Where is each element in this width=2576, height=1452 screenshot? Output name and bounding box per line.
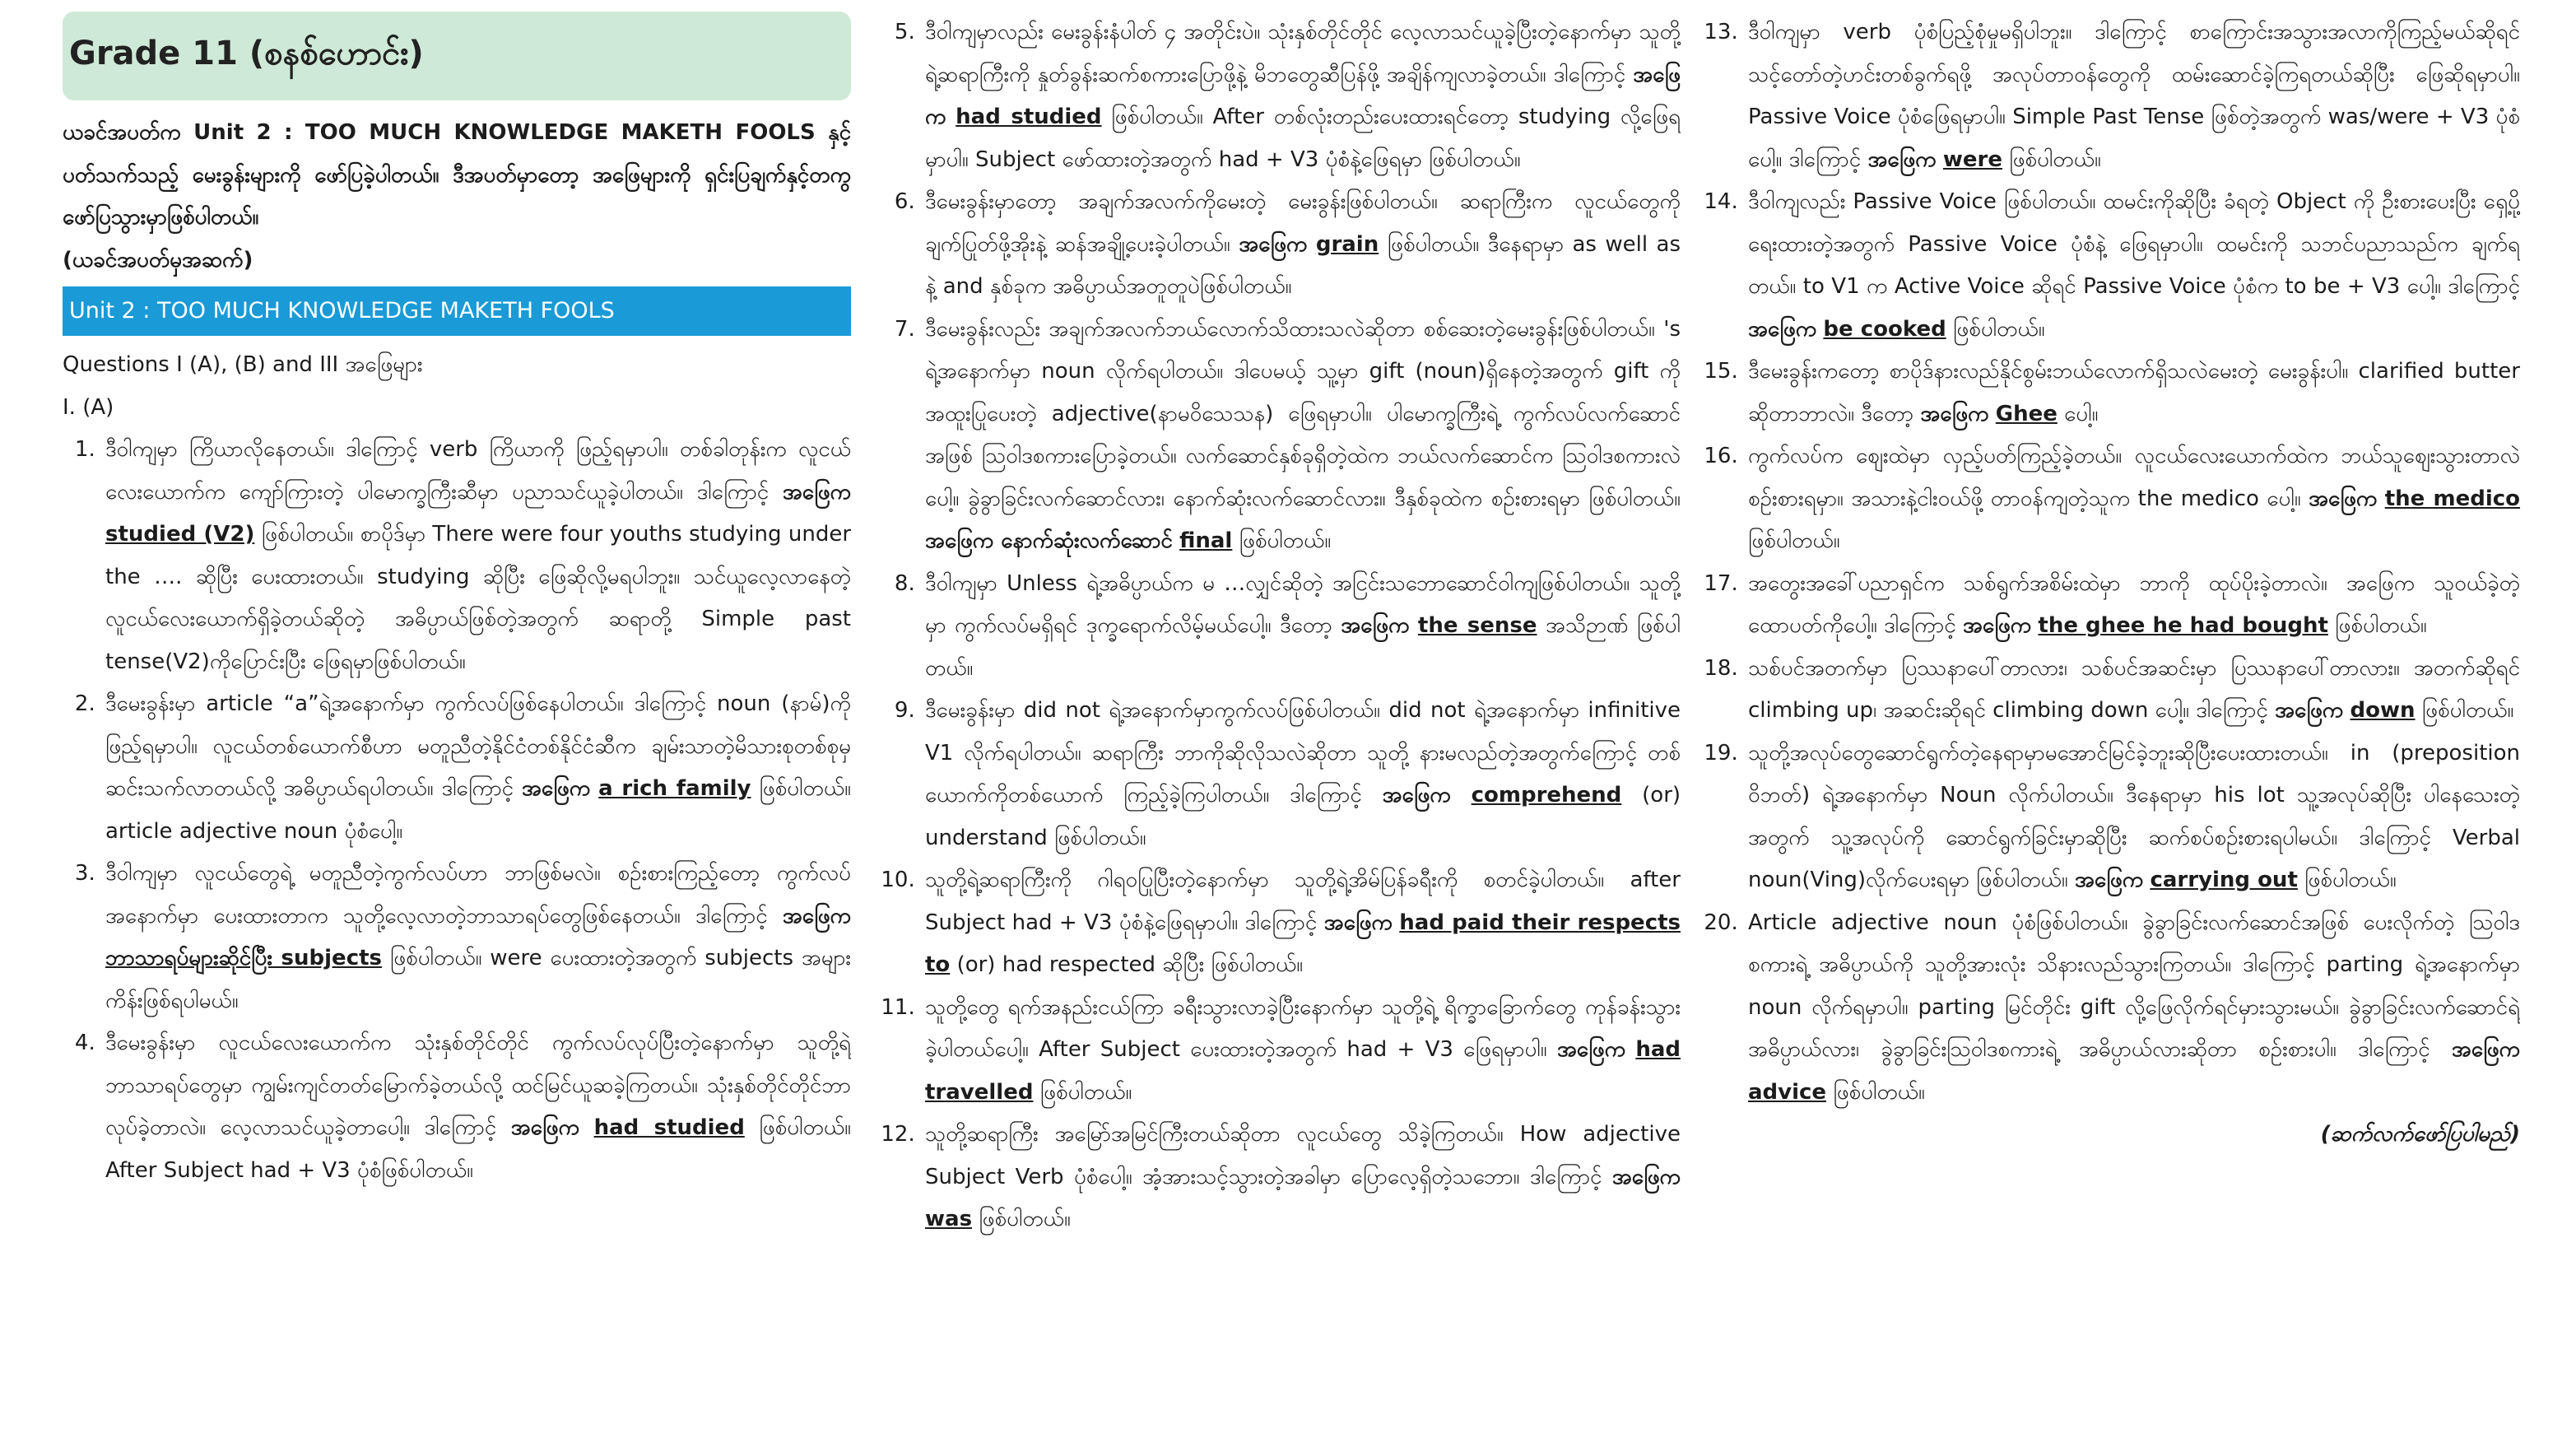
answer-label: အဖြေက နောက်ဆုံးလက်ဆောင် — [925, 528, 1173, 553]
answer-label: အဖြေက — [1239, 231, 1308, 257]
answer-key: be cooked — [1823, 316, 1946, 342]
continued-from: (ယခင်အပတ်မှအဆက်) — [63, 247, 253, 272]
answer-key: a rich family — [598, 776, 751, 801]
answer-label: အဖြေက — [1920, 401, 1989, 426]
answer-key: studied (V2) — [105, 522, 255, 547]
answer-item — [102, 429, 851, 683]
answer-text: ဖြစ်ပါတယ်။ article adjective noun ပုံစံပေါ့။ — [105, 776, 851, 844]
answer-text: (or) understand ဖြစ်ပါတယ်။ — [925, 783, 1681, 850]
answer-text: ဒီမေးခွန်းမှာ article “a”ရဲ့အနောက်မှာ ကွက်လပ်ဖြစ်နေပါတယ်။ ဒါကြောင့် noun (နာမ်)ကို ဖြည့်ရမှာပါ။ လူငယ်တစ်ယောက်စီဟာ မတူညီတဲ့နိုင်ငံတစ်နိုင်ငံဆီက ချမ်းသာတဲ့မိသားစုတစ်စုမှ ဆင်းသက်လာတယ်လို့ အဓိပ္ပာယ်ရပါတယ်။ ဒါကြောင့် — [105, 691, 851, 801]
answer-text: သစ်ပင်အတက်မှာ ပြဿနာပေါ်တာလား၊ သစ်ပင်အဆင်းမှာ ပြဿနာပေါ်တာလား။ အတက်ဆိုရင် climbing up၊ အဆင်းဆိုရင် climbing down ပေါ့။ ဒါကြောင့် — [1748, 655, 2520, 723]
answer-item — [922, 563, 1681, 691]
answer-item — [922, 309, 1681, 563]
answer-text: ဒီမေးခွန်းမှာတော့ အချက်အလက်ကိုမေးတဲ့ မေးခွန်းဖြစ်ပါတယ်။ ဆရာကြီးက လူငယ်တွေကို ချက်ပြုတ်ဖို့အိုးနဲ့ ဆန်အချို့ပေးခဲ့ပါတယ်။ — [925, 189, 1681, 257]
column-middle — [882, 12, 1681, 1452]
answer-item — [1745, 902, 2520, 1115]
answer-text: Article adjective noun ပုံစံဖြစ်ပါတယ်။ ခွဲခွာခြင်းလက်ဆောင်အဖြစ် ပေးလိုက်တဲ့ ဩဝါဒစကားရဲ့ အဓိပ္ပာယ်ကို သူတို့အားလုံး သိနားလည်သွားကြတယ်။ ဒါကြောင့် parting ရဲ့အနောက်မှာ noun လိုက်ရမှာပါ။ parting မြင်တိုင်း gift လို့ဖြေလိုက်ရင်မှားသွားမယ်။ ခွဲခွာခြင်းလက်ဆောင်ရဲ့ အဓိပ္ပာယ်လား၊ ခွဲခွာခြင်းဩဝါဒစကားရဲ့ အဓိပ္ပာယ်လားဆိုတာ စဉ်းစားပါ။ ဒါကြောင့် — [1748, 910, 2520, 1062]
answer-key: were — [1942, 147, 2002, 172]
answer-label: အဖြေက — [1748, 316, 1817, 342]
answer-text: ဒီမေးခွန်းမှာ did not ရဲ့အနောက်မှာကွက်လပ်ဖြစ်ပါတယ်။ did not ရဲ့အနောက်မှာ infinitive V1 လိုက်ရပါတယ်။ ဆရာကြီး ဘာကိုဆိုလိုသလဲဆိုတာ သူတို့ နားမလည်တဲ့အတွက်ကြောင့် တစ်ယောက်ကိုတစ်ယောက် ကြည့်ခဲ့ကြပါတယ်။ ဒါကြောင့် — [925, 698, 1681, 807]
answer-text: ဒီဝါကျမှာ verb ပုံစံပြည့်စုံမှုမရှိပါဘူး။ ဒါကြောင့် စာကြောင်းအသွားအလာကိုကြည့်မယ်ဆိုရင် သင့်တော်တဲ့ဟင်းတစ်ခွက်ရဖို့ အလုပ်တာဝန်တွေကို ထမ်းဆောင်ခဲ့ကြရတယ်ဆိုပြီး ဖြေဆိုရမှာပါ။ Passive Voice ပုံစံဖြေရမှာပါ။ Simple Past Tense ဖြစ်တဲ့အတွက် was/were + V3 ပုံစံပေါ့။ ဒါကြောင့် — [1748, 20, 2520, 172]
answer-label: အဖြေက — [1611, 1164, 1681, 1189]
answer-item — [922, 690, 1681, 859]
answer-text: ဖြစ်ပါတယ်။ — [2421, 698, 2514, 723]
column-right — [1705, 12, 2520, 1452]
answer-key: the sense — [1417, 613, 1537, 638]
grade-title: Grade 11 (စနစ်ဟောင်း) — [69, 34, 424, 72]
answer-text: ပေါ့။ — [2064, 401, 2099, 426]
section-label: I. (A) — [63, 394, 114, 420]
answer-text: ဖြစ်ပါတယ်။ — [1952, 316, 2045, 342]
answer-item — [1745, 563, 2520, 648]
answer-text: ကွက်လပ်က စျေးထဲမှာ လှည့်ပတ်ကြည့်ခဲ့တယ်။ လူငယ်လေးယောက်ထဲက ဘယ်သူစျေးသွားတာလဲ စဉ်းစားရမှာ။ အသားနဲ့ငါးဝယ်ဖို့ တာဝန်ကျတဲ့သူက the medico ပေါ့။ — [1748, 444, 2520, 511]
answer-text: သူတို့အလုပ်တွေဆောင်ရွက်တဲ့နေရာမှာမအောင်မြင်ခဲ့ဘူးဆိုပြီးပေးထားတယ်။ in (preposition ဝိဘတ်) ရဲ့အနောက်မှာ Noun လိုက်ပါတယ်။ ဒီနေရာမှာ his lot သူ့အလုပ်ဆိုပြီး ပါနေသေးတဲ့အတွက် သူ့အလုပ်ကို ဆောင်ရွက်ခြင်းမှာဆိုပြီး ဆက်စပ်စဉ်းစားရပါမယ်။ ဒါကြောင့် Verbal noun(Ving)လိုက်ပေးရမှာ ဖြစ်ပါတယ်။ — [1748, 740, 2520, 892]
answer-text: ဖြစ်ပါတယ်။ — [1748, 528, 1840, 553]
answer-key: the ghee he had bought — [2038, 613, 2328, 638]
answer-text: ဖြစ်ပါတယ်။ — [2335, 613, 2427, 638]
answer-item — [922, 1114, 1681, 1241]
answer-item — [1745, 648, 2520, 733]
answer-key: advice — [1748, 1079, 1827, 1105]
answer-key: had travelled — [925, 1037, 1681, 1105]
answer-label: အဖြေက — [510, 1115, 579, 1140]
column-left — [63, 12, 851, 1452]
answer-text: သူတို့တွေ ရက်အနည်းငယ်ကြာ ခရီးသွားလာခဲ့ပြီးနောက်မှာ သူတို့ရဲ့ ရိက္ခာခြောက်တွေ ကုန်ခန်းသွားခဲ့ပါတယ်ပေါ့။ After Subject ပေးထားတဲ့အတွက် had + V3 ဖြေရမှာပါ။ — [925, 994, 1681, 1062]
answer-text: အသိဉာဏ် ဖြစ်ပါတယ်။ — [925, 613, 1681, 681]
answer-key: had studied — [593, 1115, 745, 1140]
answer-key: final — [1179, 528, 1233, 553]
answer-text: ဖြစ်ပါတယ်။ — [979, 1207, 1071, 1231]
answer-text: ဒီမေးခွန်းလည်း အချက်အလက်ဘယ်လောက်သိထားသလဲဆိုတာ စစ်ဆေးတဲ့မေးခွန်းဖြစ်ပါတယ်။ 's ရဲ့အနောက်မှာ noun လိုက်ရပါတယ်။ ဒါပေမယ့် သူ့မှာ gift (noun)ရှိနေတဲ့အတွက် gift ကိုအထူးပြုပေးတဲ့ adjective(နာမဝိသေသန) ဖြေရမှာပါ။ ပါမောက္ခကြီးရဲ့ ကွက်လပ်လက်ဆောင်အဖြစ် ဩဝါဒစကားပြောခဲ့တယ်။ လက်ဆောင်နှစ်ခုရှိတဲ့ထဲက ဘယ်လက်ဆောင်က ဩဝါဒစကားလဲပေါ့။ ခွဲခွာခြင်းလက်ဆောင်လား၊ နောက်ဆုံးလက်ဆောင်လား။ ဒီနှစ်ခုထဲက စဉ်းစားရမှာ ဖြစ်ပါတယ်။ — [925, 316, 1681, 511]
answer-text: ဒီဝါကျလည်း Passive Voice ဖြစ်ပါတယ်။ ထမင်းကိုဆိုပြီး ခံရတဲ့ Object ကို ဦးစားပေးပြီး ရှေ့ပို့ရေးထားတဲ့အတွက် Passive Voice ပုံစံနဲ့ ဖြေရမှာပါ။ ထမင်းကို သဘင်ပညာသည်က ချက်ရတယ်။ to V1 က Active Voice ဆိုရင် Passive Voice ပုံစံက to be + V3 ပေါ့။ ဒါကြောင့် — [1748, 189, 2520, 299]
answer-text: ဒီဝါကျမှာ ကြိယာလိုနေတယ်။ ဒါကြောင့် verb ကြိယာကို ဖြည့်ရမှာပါ။ တစ်ခါတုန်းက လူငယ်လေးယောက်က ကျော်ကြားတဲ့ ပါမောက္ခကြီးဆီမှာ ပညာသင်ယူခဲ့ပါတယ်။ ဒါကြောင့် — [105, 437, 851, 505]
answer-key: carrying out — [2150, 868, 2298, 892]
answer-text: ဖြစ်ပါတယ်။ — [2304, 868, 2397, 892]
unit-banner: Unit 2 : TOO MUCH KNOWLEDGE MAKETH FOOLS — [63, 286, 851, 336]
questions-line: Questions I (A), (B) and III အဖြေများ — [63, 352, 423, 377]
answer-item — [922, 987, 1681, 1115]
intro-text: ယခင်အပတ်က Unit 2 : TOO MUCH KNOWLEDGE MAKETH FOOLS နှင့်ပတ်သက်သည့် မေးခွန်းများကို ဖော်ပြခဲ့ပါတယ်။ ဒီအပတ်မှာတော့ အဖြေများကို ရှင်းပြချက်နှင့်တကွ ဖော်ပြသွားမှာဖြစ်ပါတယ်။ — [63, 120, 851, 230]
answer-item — [1745, 351, 2520, 435]
answer-label: အဖြေက — [925, 62, 1681, 129]
answer-text: ဖြစ်ပါတယ်။ After Subject had + V3 ပုံစံဖြစ်ပါတယ်။ — [105, 1115, 851, 1183]
answer-key: comprehend — [1471, 783, 1622, 807]
answer-text: ဒီဝါကျမှာ Unless ရဲ့အဓိပ္ပာယ်က မ …လျှင်ဆိုတဲ့ အငြင်းသဘောဆောင်ဝါကျဖြစ်ပါတယ်။ သူတို့မှာ ကွက်လပ်မရှိရင် ဒုက္ခရောက်လိမ့်မယ်ပေါ့။ ဒီတော့ — [925, 570, 1681, 638]
answer-key: ဘာသာရပ်များဆိုင်ပြီး subjects — [105, 946, 383, 970]
answer-item — [102, 1022, 851, 1192]
answer-label: အဖြေက — [1962, 613, 2032, 638]
answer-label: အဖြေက — [1341, 613, 1410, 638]
answer-item — [102, 853, 851, 1022]
answer-text: ဖြစ်ပါတယ်။ စာပိုဒ်မှာ There were four youths studying under the …. ဆိုပြီး ပေးထားတယ်။ studying ဆိုပြီး ဖြေဆိုလို့မရပါဘူး။ သင်ယူလေ့လာနေတဲ့ လူငယ်လေးယောက်ရှိခဲ့တယ်ဆိုတဲ့ အဓိပ္ပာယ်ဖြစ်တဲ့အတွက် ဆရာတို့ Simple past tense(V2)ကိုပြောင်းပြီး ဖြေရမှာဖြစ်ပါတယ်။ — [105, 522, 851, 674]
answer-label: အဖြေက — [522, 776, 591, 801]
answer-label: အဖြေက — [2451, 1037, 2520, 1062]
answer-text: သူတို့ဆရာကြီး အမြော်အမြင်ကြီးတယ်ဆိုတာ လူငယ်တွေ သိခဲ့ကြတယ်။ How adjective Subject Verb ပုံစံပေါ့။ အံ့အားသင့်သွားတဲ့အခါမှာ ပြောလေ့ရှိတဲ့သဘော။ ဒါကြောင့် — [925, 1122, 1681, 1189]
answer-label: အဖြေက — [1556, 1037, 1626, 1062]
answer-text: ဒီမေးခွန်းကတော့ စာပိုဒ်နားလည်နိုင်စွမ်းဘယ်လောက်ရှိသလဲမေးတဲ့ မေးခွန်းပါ။ clarified butter ဆိုတာဘာလဲ။ ဒီတော့ — [1748, 359, 2520, 426]
answer-key: grain — [1315, 231, 1379, 257]
answer-text: ဒီဝါကျမှာ လူငယ်တွေရဲ့ မတူညီတဲ့ကွက်လပ်ဟာ ဘာဖြစ်မလဲ။ စဉ်းစားကြည့်တော့ ကွက်လပ်အနောက်မှာ ပေးထားတာက သူတို့လေ့လာတဲ့ဘာသာရပ်တွေဖြစ်နေတယ်။ ဒါကြောင့် — [105, 861, 851, 928]
answer-item — [922, 859, 1681, 987]
answer-text: ဖြစ်ပါတယ်။ were ပေးထားတဲ့အတွက် subjects အများကိန်းဖြစ်ရပါမယ်။ — [105, 946, 851, 1013]
answer-item — [1745, 435, 2520, 563]
answer-text: ဒီမေးခွန်းမှာ လူငယ်လေးယောက်က သုံးနှစ်တိုင်တိုင် ကွက်လပ်လုပ်ပြီးတဲ့နောက်မှာ သူတို့ရဲ့ဘာသာရပ်တွေမှာ ကျွမ်းကျင်တတ်မြောက်ခဲ့တယ်လို့ ထင်မြင်ယူဆခဲ့ကြတယ်။ သုံးနှစ်တိုင်တိုင်ဘာလုပ်ခဲ့တာလဲ။ လေ့လာသင်ယူခဲ့တာပေါ့။ ဒါကြောင့် — [105, 1031, 851, 1140]
answer-item — [1745, 181, 2520, 351]
answer-key: was — [925, 1207, 973, 1231]
answer-item — [922, 12, 1681, 181]
answer-text: (or) had respected ဆိုပြီး ဖြစ်ပါတယ်။ — [956, 952, 1304, 977]
answer-text: ဒီဝါကျမှာလည်း မေးခွန်းနံပါတ် ၄ အတိုင်းပဲ။ သုံးနှစ်တိုင်တိုင် လေ့လာသင်ယူခဲ့ပြီးတဲ့နောက်မှာ သူတို့ရဲ့ဆရာကြီးကို နှုတ်ခွန်းဆက်စကားပြောဖို့နဲ့ မိဘတွေဆီပြန်ဖို့ အချိန်ကျလာခဲ့တယ်။ ဒါကြောင့် — [925, 20, 1681, 87]
answer-text: ဖြစ်ပါတယ်။ After တစ်လုံးတည်းပေးထားရင်တော့ studying လို့ဖြေရမှာပါ။ Subject ဖော်ထားတဲ့အတွက် had + V3 ပုံစံနဲ့ဖြေရမှာ ဖြစ်ပါတယ်။ — [925, 105, 1681, 172]
answer-key: down — [2350, 698, 2416, 723]
answer-label: အဖြေက — [2075, 868, 2144, 892]
answer-label: အဖြေက — [1867, 147, 1937, 172]
answer-text: ဖြစ်ပါတယ်။ — [2009, 147, 2101, 172]
answer-list-1 — [63, 429, 851, 1192]
answer-list-3 — [1705, 12, 2520, 1114]
answer-text: ဖြစ်ပါတယ်။ — [1039, 1079, 1132, 1105]
answer-text: ဖြစ်ပါတယ်။ — [1833, 1079, 1925, 1105]
answer-text: အတွေးအခေါ်ပညာရှင်က သစ်ရွက်အစိမ်းထဲမှာ ဘာကို ထုပ်ပိုးခဲ့တာလဲ။ အဖြေက သူဝယ်ခဲ့တဲ့ ထောပတ်ကိုပေါ့။ ဒါကြောင့် — [1748, 570, 2520, 638]
answer-key: Ghee — [1995, 401, 2058, 426]
answer-key: had studied — [956, 105, 1102, 129]
answer-list-2 — [882, 12, 1681, 1241]
answer-item — [1745, 733, 2520, 902]
answer-item — [102, 683, 851, 853]
answer-label: အဖြေက — [1382, 783, 1451, 807]
answer-key: had paid their respects to — [925, 910, 1681, 977]
answer-label: အဖြေက — [2275, 698, 2344, 723]
answer-label: အဖြေက — [2309, 486, 2378, 511]
answer-label: အဖြေက — [1323, 910, 1393, 935]
continued-note: (ဆက်လက်ဖော်ပြပါမည်) — [2320, 1122, 2520, 1147]
answer-text: ဖြစ်ပါတယ်။ ဒီနေရာမှာ as well as နဲ့ and နှစ်ခုက အဓိပ္ပာယ်အတူတူပဲဖြစ်ပါတယ်။ — [925, 231, 1681, 299]
answer-text: သူတို့ရဲ့ဆရာကြီးကို ဂါရဝပြုပြီးတဲ့နောက်မှာ သူတို့ရဲ့အိမ်ပြန်ခရီးကို စတင်ခဲ့ပါတယ်။ after Subject had + V3 ပုံစံနဲ့ဖြေရမှာပါ။ ဒါကြောင့် — [925, 868, 1681, 935]
answer-item — [1745, 12, 2520, 181]
answer-text: ဖြစ်ပါတယ်။ — [1239, 528, 1332, 553]
answer-label: အဖြေက — [782, 903, 851, 928]
answer-key: the medico — [2384, 486, 2520, 511]
answer-item — [922, 181, 1681, 309]
answer-label: အဖြေက — [782, 479, 851, 505]
grade-title-box — [63, 12, 851, 100]
